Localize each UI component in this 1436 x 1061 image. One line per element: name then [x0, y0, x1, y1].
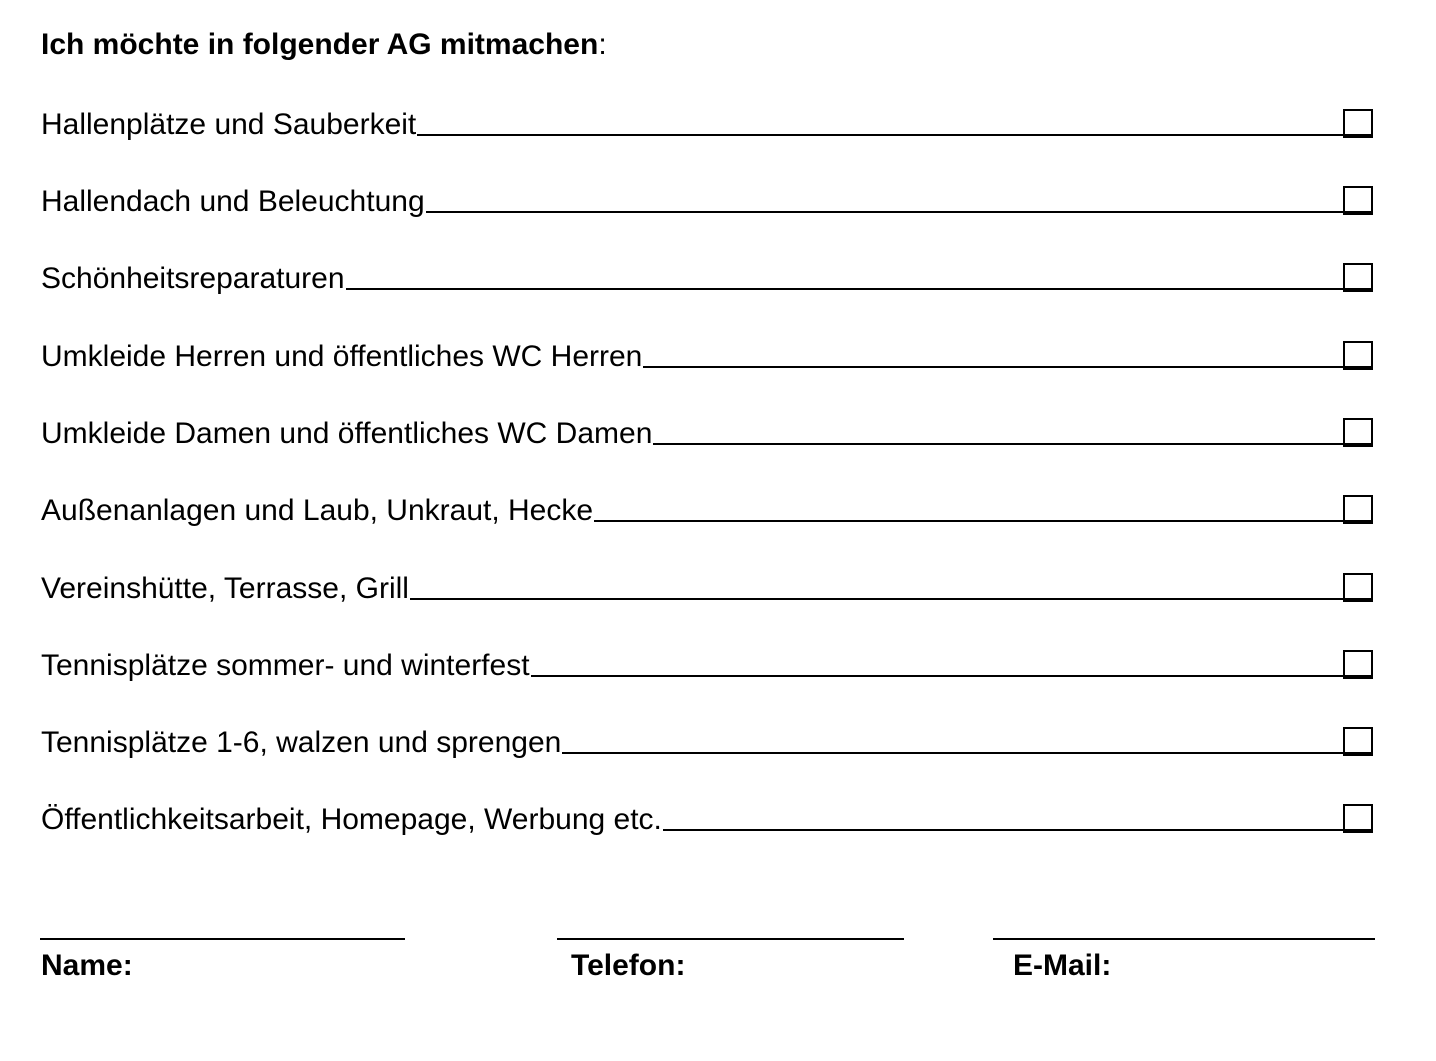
option-checkbox[interactable]	[1343, 418, 1373, 447]
option-label: Tennisplätze 1-6, walzen und sprengen	[41, 726, 562, 759]
option-label: Schönheitsreparaturen	[41, 262, 345, 295]
form-heading	[41, 26, 607, 64]
option-checkbox[interactable]	[1343, 650, 1373, 679]
option-row	[41, 797, 1373, 837]
option-row	[41, 643, 1373, 683]
option-checkbox[interactable]	[1343, 495, 1373, 524]
fill-line	[426, 211, 1343, 213]
option-row	[41, 179, 1373, 219]
option-row	[41, 256, 1373, 296]
option-checkbox[interactable]	[1343, 341, 1373, 370]
fill-line	[417, 134, 1343, 136]
name-label: Name:	[41, 949, 133, 982]
option-label: Hallendach und Beleuchtung	[41, 185, 425, 218]
option-row	[41, 566, 1373, 606]
option-checkbox[interactable]	[1343, 109, 1373, 138]
option-label: Umkleide Herren und öffentliches WC Herren	[41, 340, 643, 373]
option-row	[41, 488, 1373, 528]
heading-colon: :	[598, 28, 607, 61]
option-row	[41, 720, 1373, 760]
option-label: Vereinshütte, Terrasse, Grill	[41, 572, 409, 605]
fill-line	[653, 443, 1343, 445]
option-label: Öffentlichkeitsarbeit, Homepage, Werbung etc.	[41, 803, 662, 836]
fill-line	[346, 288, 1343, 290]
name-signature-line[interactable]	[40, 938, 405, 940]
fill-line	[410, 598, 1343, 600]
fill-line	[663, 829, 1343, 831]
option-checkbox[interactable]	[1343, 263, 1373, 292]
email-signature-line[interactable]	[993, 938, 1375, 940]
option-label: Umkleide Damen und öffentliches WC Damen	[41, 417, 653, 450]
email-label: E-Mail:	[1013, 949, 1112, 982]
option-row	[41, 334, 1373, 374]
option-checkbox[interactable]	[1343, 727, 1373, 756]
fill-line	[531, 675, 1343, 677]
option-row	[41, 411, 1373, 451]
option-checkbox[interactable]	[1343, 186, 1373, 215]
option-label: Hallenplätze und Sauberkeit	[41, 108, 417, 141]
option-checkbox[interactable]	[1343, 804, 1373, 833]
option-row	[41, 102, 1373, 142]
option-label: Außenanlagen und Laub, Unkraut, Hecke	[41, 494, 594, 527]
fill-line	[643, 366, 1343, 368]
fill-line	[594, 520, 1343, 522]
phone-signature-line[interactable]	[557, 938, 904, 940]
option-label: Tennisplätze sommer- und winterfest	[41, 649, 530, 682]
phone-label: Telefon:	[571, 949, 686, 982]
option-checkbox[interactable]	[1343, 573, 1373, 602]
fill-line	[562, 752, 1343, 754]
heading-text: Ich möchte in folgender AG mitmachen	[41, 28, 599, 61]
